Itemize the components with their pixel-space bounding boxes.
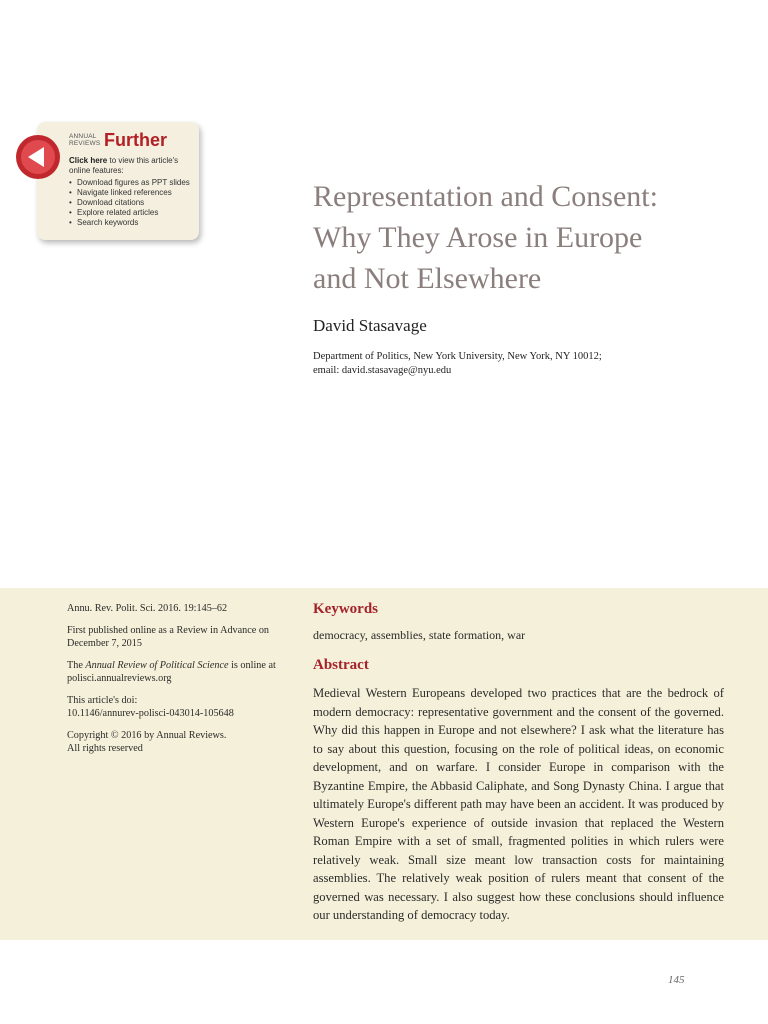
doi-label: This article's doi: <box>67 694 138 706</box>
online-prefix: The <box>67 659 86 671</box>
feature-item[interactable]: • Navigate linked references <box>69 188 197 198</box>
title-line: Representation and Consent: <box>313 180 658 213</box>
page-number: 145 <box>668 974 685 986</box>
keywords-list: democracy, assemblies, state formation, war <box>313 628 526 642</box>
further-intro: to view this article's online features: <box>69 156 179 175</box>
feature-item[interactable]: • Search keywords <box>69 218 197 228</box>
doi-block <box>67 694 292 721</box>
feature-item[interactable]: • Download figures as PPT slides <box>69 178 197 188</box>
annual-reviews-logo-text: ANNUAL REVIEWS <box>69 133 101 147</box>
journal-name: Annual Review of Political Science <box>85 659 229 671</box>
further-label: Further <box>104 130 167 150</box>
affiliation-department: Department of Politics, New York University, New York, NY 10012; <box>313 351 602 362</box>
title-line: and Not Elsewhere <box>313 262 542 295</box>
copyright-block <box>67 729 292 756</box>
keywords-heading: Keywords <box>313 601 378 617</box>
citation: Annu. Rev. Polit. Sci. 2016. 19:145–62 <box>67 603 228 614</box>
online-note <box>67 659 292 686</box>
abstract-heading: Abstract <box>313 657 369 673</box>
author-name: David Stasavage <box>313 316 427 335</box>
copyright: Copyright © 2016 by Annual Reviews. <box>67 729 227 741</box>
further-description <box>69 156 197 228</box>
article-title <box>313 176 733 299</box>
click-here-link[interactable]: Click here <box>69 156 108 165</box>
online-suffix: is online at polisci.annualreviews.org <box>67 659 276 684</box>
author-affiliation <box>313 350 733 378</box>
abstract-text: Medieval Western Europeans developed two practices that are the bedrock of modern democracy: representative government and the consent of the governed. Why did this happen in Europe and not elsewhere? I ask what the literature has to say about this question, focusing on the role of political ideas, on economic development, and on warfare. I consider Europe in comparison with the Byzantine Empire, the Abbasid Caliphate, and Song Dynasty China. I argue that ultimately Europe's different path may have been an accident. It was produced by Western Europe's experience of outside invasion that replaced the Western Roman Empire with a set of small, fragmented polities in which rulers were relatively weak. Small size meant low transaction costs for maintaining assemblies. The relatively weak position of rulers meant that consent of the governed was necessary. I also suggest how these conclusions should influence our understanding of democracy today. <box>313 686 724 922</box>
first-published: First published online as a Review in Advance on December 7, 2015 <box>67 624 270 649</box>
feature-item[interactable]: • Download citations <box>69 198 197 208</box>
doi-link[interactable]: 10.1146/annurev-polisci-043014-105648 <box>67 708 234 719</box>
feature-item[interactable]: • Explore related articles <box>69 208 197 218</box>
further-feature-list <box>69 178 197 228</box>
title-line: Why They Arose in Europe <box>313 221 643 254</box>
author-email[interactable]: email: david.stasavage@nyu.edu <box>313 365 452 376</box>
article-metadata <box>67 602 292 764</box>
rights: All rights reserved <box>67 743 143 754</box>
back-arrow-icon[interactable] <box>15 132 61 182</box>
